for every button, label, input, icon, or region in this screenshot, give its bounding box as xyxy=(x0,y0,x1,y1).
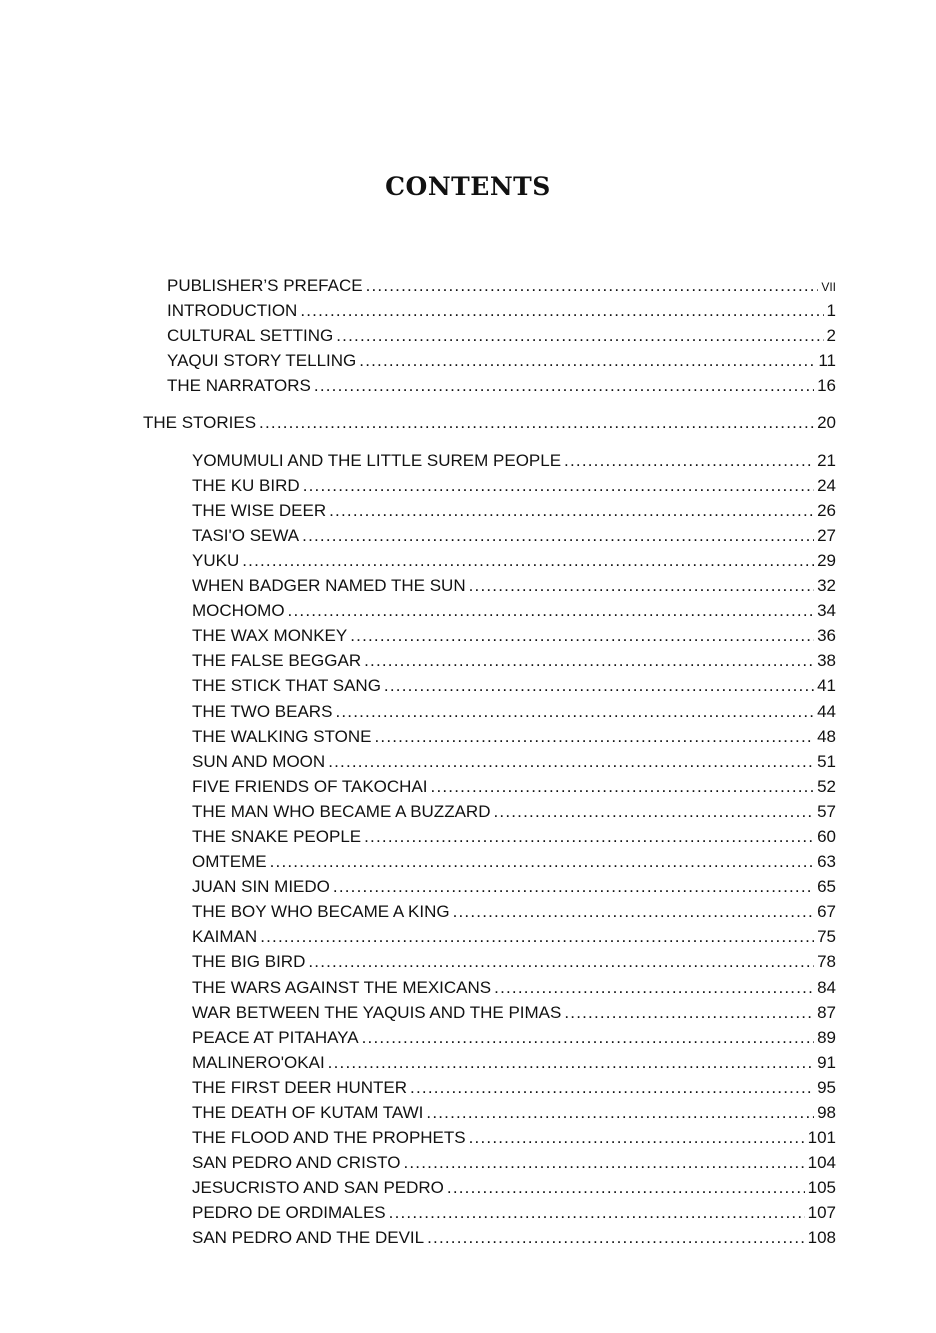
toc-entry-label: SAN PEDRO AND CRISTO xyxy=(192,1153,401,1173)
dot-leader xyxy=(493,799,814,824)
toc-entry-story[interactable] xyxy=(192,749,836,774)
toc-entry-story[interactable] xyxy=(192,548,836,573)
toc-entry-story[interactable] xyxy=(192,473,836,498)
toc-entry-story[interactable] xyxy=(192,899,836,924)
toc-entry-page: 21 xyxy=(817,450,836,470)
toc-entry-page: 91 xyxy=(817,1052,836,1072)
toc-entry-page: 26 xyxy=(817,500,836,520)
dot-leader xyxy=(431,774,815,799)
toc-entry-story[interactable] xyxy=(192,874,836,899)
toc-entry-section[interactable] xyxy=(143,410,836,435)
dot-leader xyxy=(329,498,814,523)
toc-entry-page: 107 xyxy=(807,1203,836,1223)
toc-entry-page: 84 xyxy=(817,977,836,997)
toc-entry-page: 65 xyxy=(817,877,836,897)
toc-entry-page: 32 xyxy=(817,576,836,596)
toc-entry-front-matter[interactable] xyxy=(167,348,836,373)
dot-leader xyxy=(350,623,814,648)
toc-entry-story[interactable] xyxy=(192,498,836,523)
dot-leader xyxy=(242,548,814,573)
toc-entry-label: INTRODUCTION xyxy=(167,301,298,321)
dot-leader xyxy=(403,1150,804,1175)
toc-entry-label: THE BIG BIRD xyxy=(192,952,306,972)
dot-leader xyxy=(366,273,819,298)
toc-entry-label: JESUCRISTO AND SAN PEDRO xyxy=(192,1178,444,1198)
dot-leader xyxy=(328,749,814,774)
toc-entry-page: 44 xyxy=(817,701,836,721)
toc-entry-story[interactable] xyxy=(192,448,836,473)
toc-entry-page: 48 xyxy=(817,726,836,746)
toc-entry-page: 29 xyxy=(817,550,836,570)
spacer xyxy=(0,436,936,448)
toc-entry-page: 52 xyxy=(817,776,836,796)
dot-leader xyxy=(494,975,814,1000)
dot-leader xyxy=(426,1100,814,1125)
dot-leader xyxy=(453,899,815,924)
toc-entry-story[interactable] xyxy=(192,523,836,548)
toc-entry-label: THE STICK THAT SANG xyxy=(192,676,381,696)
toc-entry-label: THE NARRATORS xyxy=(167,376,311,396)
page-title: CONTENTS xyxy=(385,172,551,201)
toc-entry-story[interactable] xyxy=(192,949,836,974)
dot-leader xyxy=(384,673,814,698)
toc-entry-front-matter[interactable] xyxy=(167,298,836,323)
toc-entry-page: 89 xyxy=(817,1027,836,1047)
toc-entry-label: THE MAN WHO BECAME A BUZZARD xyxy=(192,801,491,821)
dot-leader xyxy=(427,1225,805,1250)
dot-leader xyxy=(389,1200,805,1225)
toc-entry-story[interactable] xyxy=(192,1150,836,1175)
toc-entry-page: 34 xyxy=(817,601,836,621)
toc-entry-label: THE SNAKE PEOPLE xyxy=(192,826,362,846)
toc-entry-label: THE BOY WHO BECAME A KING xyxy=(192,902,450,922)
toc-entry-label: SUN AND MOON xyxy=(192,751,326,771)
toc-entry-story[interactable] xyxy=(192,799,836,824)
toc-entry-label: THE DEATH OF KUTAM TAWI xyxy=(192,1103,424,1122)
stories-list xyxy=(0,448,936,1251)
dot-leader xyxy=(359,348,815,373)
toc-entry-label: FIVE FRIENDS OF TAKOCHAI xyxy=(192,776,428,796)
toc-entry-front-matter[interactable] xyxy=(167,273,836,298)
dot-leader xyxy=(564,1000,814,1025)
toc-entry-label: THE WALKING STONE xyxy=(192,726,372,746)
toc-entry-story[interactable] xyxy=(192,598,836,623)
toc-entry-story[interactable] xyxy=(192,1200,836,1225)
dot-leader xyxy=(260,924,814,949)
toc-entry-label: THE STORIES xyxy=(143,413,257,433)
toc-entry-story[interactable] xyxy=(192,573,836,598)
dot-leader xyxy=(288,598,815,623)
toc-entry-page: 24 xyxy=(817,475,836,495)
toc-entry-page: 20 xyxy=(817,413,836,433)
toc-entry-page: 51 xyxy=(817,751,836,771)
toc-entry-label: MALINERO'OKAI xyxy=(192,1052,325,1072)
toc-entry-story[interactable] xyxy=(192,699,836,724)
toc-entry-story[interactable] xyxy=(192,1000,836,1025)
toc-entry-page: 38 xyxy=(817,651,836,671)
toc-entry-story[interactable] xyxy=(192,1175,836,1200)
dot-leader xyxy=(259,410,814,435)
dot-leader xyxy=(374,724,814,749)
toc-entry-label: MOCHOMO xyxy=(192,601,285,621)
dot-leader xyxy=(302,523,814,548)
toc-entry-page: VII xyxy=(821,280,836,294)
toc-entry-page: 67 xyxy=(817,902,836,922)
toc-entry-page: 60 xyxy=(817,826,836,846)
toc-entry-story[interactable] xyxy=(192,1050,836,1075)
toc-entry-story[interactable] xyxy=(192,623,836,648)
toc-entry-label: YAQUI STORY TELLING xyxy=(167,351,357,371)
toc-entry-page: 41 xyxy=(817,676,836,696)
dot-leader xyxy=(469,573,814,598)
dot-leader xyxy=(270,849,814,874)
front-matter-list xyxy=(0,273,936,398)
toc-entry-story[interactable] xyxy=(192,924,836,949)
toc-entry-label: OMTEME xyxy=(192,852,267,872)
toc-entry-page: 11 xyxy=(818,351,836,371)
toc-entry-label: WHEN BADGER NAMED THE SUN xyxy=(192,576,466,596)
dot-leader xyxy=(303,473,814,498)
toc-entry-page: 16 xyxy=(817,376,836,396)
toc-entry-page: 36 xyxy=(817,626,836,646)
toc-entry-page: 87 xyxy=(817,1002,836,1022)
toc-entry-page: 63 xyxy=(817,852,836,872)
dot-leader xyxy=(364,824,814,849)
toc-entry-label: THE WISE DEER xyxy=(192,500,327,520)
toc-entry-page: 101 xyxy=(807,1128,836,1148)
dot-leader xyxy=(336,323,823,348)
toc-entry-front-matter[interactable] xyxy=(167,323,836,348)
toc-entry-label: THE TWO BEARS xyxy=(192,701,333,721)
toc-entry-label: YOMUMULI AND THE LITTLE SUREM PEOPLE xyxy=(192,450,562,470)
toc-entry-page: 104 xyxy=(807,1153,836,1173)
toc-entry-page: 27 xyxy=(817,525,836,545)
toc-entry-page: 105 xyxy=(807,1178,836,1198)
toc-entry-story[interactable] xyxy=(192,724,836,749)
dot-leader xyxy=(447,1175,805,1200)
dot-leader xyxy=(308,949,814,974)
dot-leader xyxy=(362,1025,814,1050)
toc-entry-story[interactable] xyxy=(192,1100,836,1125)
dot-leader xyxy=(300,298,823,323)
toc-entry-page: 2 xyxy=(826,326,836,346)
toc-entry-label: YUKU xyxy=(192,550,240,570)
toc-entry-label: THE WARS AGAINST THE MEXICANS xyxy=(192,977,492,997)
toc-entry-label: JUAN SIN MIEDO xyxy=(192,877,330,897)
toc-entry-story[interactable] xyxy=(192,1025,836,1050)
table-of-contents xyxy=(0,273,936,1251)
toc-entry-label: THE FIRST DEER HUNTER xyxy=(192,1077,408,1097)
toc-entry-label: THE FALSE BEGGAR xyxy=(192,651,362,671)
dot-leader xyxy=(564,448,814,473)
dot-leader xyxy=(469,1125,805,1150)
toc-entry-page: 75 xyxy=(817,927,836,947)
toc-entry-page: 108 xyxy=(807,1228,836,1248)
dot-leader xyxy=(333,874,814,899)
toc-entry-story[interactable] xyxy=(192,975,836,1000)
toc-entry-label: THE FLOOD AND THE PROPHETS xyxy=(192,1128,466,1148)
toc-entry-label: PEACE AT PITAHAYA xyxy=(192,1027,359,1047)
toc-entry-label: KAIMAN xyxy=(192,927,258,947)
toc-entry-page: 57 xyxy=(817,801,836,821)
spacer xyxy=(0,398,936,410)
toc-entry-story[interactable] xyxy=(192,824,836,849)
dot-leader xyxy=(328,1050,814,1075)
toc-entry-label: WAR BETWEEN THE YAQUIS AND THE PIMAS xyxy=(192,1002,562,1022)
toc-entry-front-matter[interactable] xyxy=(167,373,836,398)
toc-entry-story[interactable] xyxy=(192,849,836,874)
toc-entry-label: THE WAX MONKEY xyxy=(192,626,348,646)
toc-entry-page: 98 xyxy=(817,1103,836,1122)
dot-leader xyxy=(364,648,814,673)
toc-entry-story[interactable] xyxy=(192,648,836,673)
toc-entry-page: 95 xyxy=(817,1077,836,1097)
toc-entry-label: PUBLISHER’S PREFACE xyxy=(167,276,363,295)
toc-entry-story[interactable] xyxy=(192,1075,836,1100)
toc-entry-story[interactable] xyxy=(192,774,836,799)
toc-entry-story[interactable] xyxy=(192,1125,836,1150)
toc-entry-story[interactable] xyxy=(192,1225,836,1250)
dot-leader xyxy=(335,699,814,724)
toc-entry-page: 78 xyxy=(817,952,836,972)
toc-entry-label: SAN PEDRO AND THE DEVIL xyxy=(192,1228,425,1248)
toc-entry-label: THE KU BIRD xyxy=(192,475,300,495)
toc-entry-label: PEDRO DE ORDIMALES xyxy=(192,1203,386,1223)
toc-entry-story[interactable] xyxy=(192,673,836,698)
toc-entry-label: TASI'O SEWA xyxy=(192,525,300,545)
dot-leader xyxy=(410,1075,814,1100)
toc-entry-page: 1 xyxy=(826,301,836,321)
dot-leader xyxy=(314,373,814,398)
toc-entry-label: CULTURAL SETTING xyxy=(167,326,334,346)
